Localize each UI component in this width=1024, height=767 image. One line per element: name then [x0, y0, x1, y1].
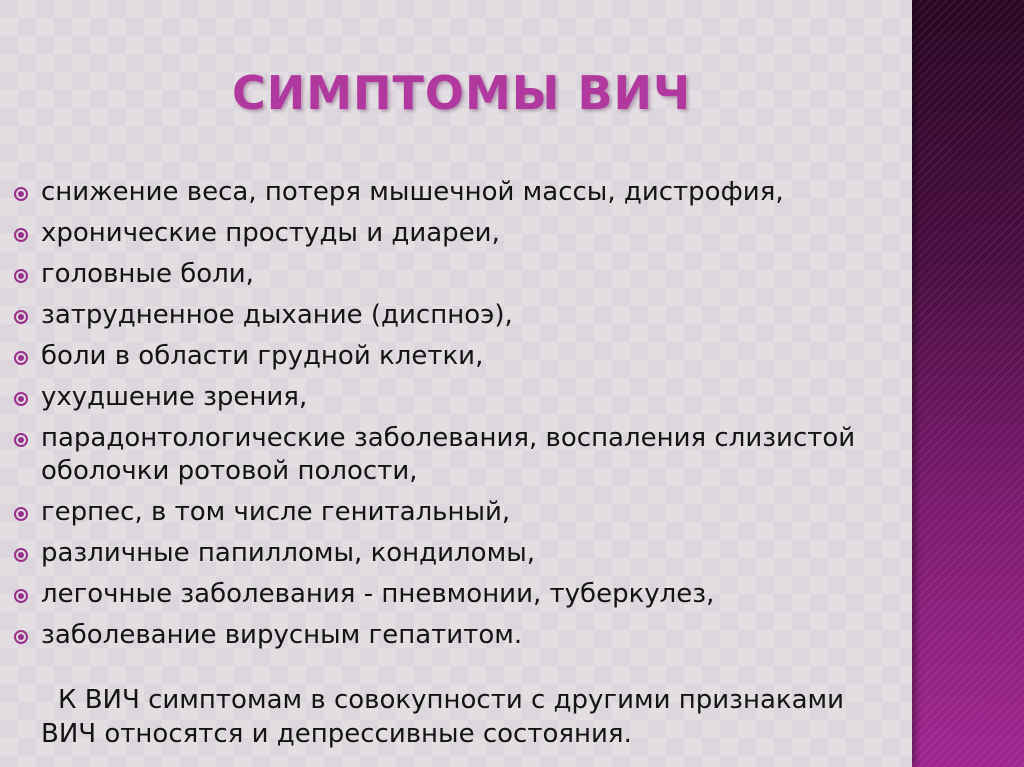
bullet-icon — [14, 187, 28, 201]
bullet-icon — [14, 433, 28, 447]
list-item — [14, 217, 904, 250]
list-item-text: ухудшение зрения, — [41, 382, 308, 412]
side-band-pattern — [912, 0, 1024, 767]
summary-note-text: К ВИЧ симптомам в совокупности с другими признаками ВИЧ относятся и депрессивные состояния. — [41, 685, 845, 749]
bullet-icon — [14, 507, 28, 521]
bullet-icon — [14, 310, 28, 324]
list-item — [14, 578, 904, 611]
list-item — [14, 340, 904, 373]
list-item-text: снижение веса, потеря мышечной массы, дистрофия, — [41, 177, 784, 207]
list-item-text: головные боли, — [41, 259, 254, 289]
list-item — [14, 381, 904, 414]
bullet-icon — [14, 228, 28, 242]
slide-title: СИМПТОМЫ ВИЧ — [232, 66, 692, 120]
list-item-text: заболевание вирусным гепатитом. — [41, 620, 523, 650]
summary-note — [41, 683, 901, 751]
list-item-text: хронические простуды и диареи, — [41, 218, 500, 248]
list-item-text: герпес, в том числе генитальный, — [41, 497, 511, 527]
list-item — [14, 537, 904, 570]
list-item — [14, 496, 904, 529]
list-item-text: различные папилломы, кондиломы, — [41, 538, 535, 568]
decorative-side-band — [912, 0, 1024, 767]
list-item-text: боли в области грудной клетки, — [41, 341, 484, 371]
list-item — [14, 299, 904, 332]
symptoms-list — [14, 176, 904, 660]
list-item — [14, 176, 904, 209]
bullet-icon — [14, 548, 28, 562]
bullet-icon — [14, 589, 28, 603]
list-item — [14, 619, 904, 652]
bullet-icon — [14, 392, 28, 406]
list-item — [14, 258, 904, 291]
list-item — [14, 422, 904, 488]
bullet-icon — [14, 351, 28, 365]
list-item-text: парадонтологические заболевания, воспаления слизистой оболочки ротовой полости, — [41, 423, 856, 486]
bullet-icon — [14, 269, 28, 283]
list-item-text: затрудненное дыхание (диспноэ), — [41, 300, 513, 330]
bullet-icon — [14, 630, 28, 644]
list-item-text: легочные заболевания - пневмонии, туберкулез, — [41, 579, 715, 609]
